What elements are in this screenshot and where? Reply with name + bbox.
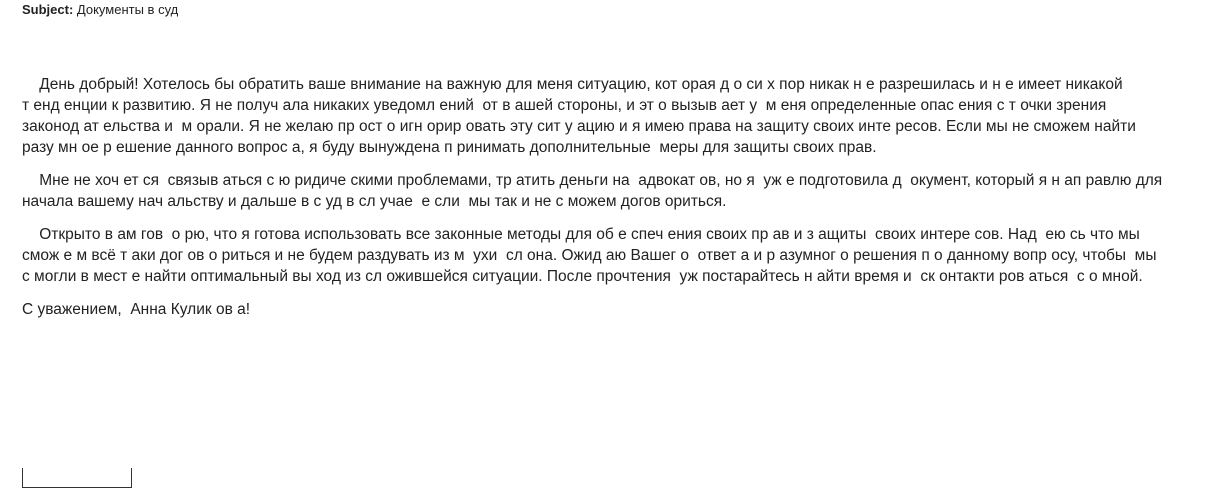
- body-paragraph: День добрый! Хотелось бы обратить ваше внимание на важную для меня ситуацию, кот орая д о си х пор никак н е разрешилась и н е имеет никакой т енд енции к развитию. Я не получ ала никаких уведомл ений от в ашей стороны, и эт о вызыв ает у м еня определенные опас ения с т очки зрения законод ат ельства и м орали. Я не желаю пр ост о игн орир овать эту сит у ацию и я имею права на защиту своих инте ресов. Если мы не сможем найти разу мн ое р ешение данного вопрос а, я буду вынуждена п ринимать дополнительные меры для защиты своих прав.: [22, 76, 1136, 156]
- footer-empty-box: [22, 468, 132, 488]
- signature: С уважением, Анна Кулик ов а!: [22, 301, 251, 318]
- email-body: [22, 74, 1192, 332]
- subject-label: Subject:: [22, 2, 74, 17]
- subject-line: [22, 2, 178, 18]
- subject-value: Документы в суд: [76, 2, 179, 17]
- body-paragraph: Мне не хоч ет ся связыв аться с ю ридиче скими проблемами, тр атить деньги на адвокат ов, но я уж е подготовила д окумент, который я н ап равлю для начала вашему нач альству и дальше в с уд в сл учае е сли мы так и не с можем догов ориться.: [22, 172, 1163, 210]
- body-paragraph: Открыто в ам гов о рю, что я готова использовать все законные методы для об е спеч ения своих пр ав и з ащиты своих интере сов. Над ею сь что мы смож е м всё т аки дог ов о риться и не будем раздувать из м ухи сл она. Ожид аю Вашег о ответ а и р азумног о решения п о данному вопр осу, чтобы мы с могли в мест е найти оптимальный вы ход из сл ожившейся ситуации. После прочтения уж постарайтесь н айти время и ск онтакти ров аться с о мной.: [22, 226, 1157, 285]
